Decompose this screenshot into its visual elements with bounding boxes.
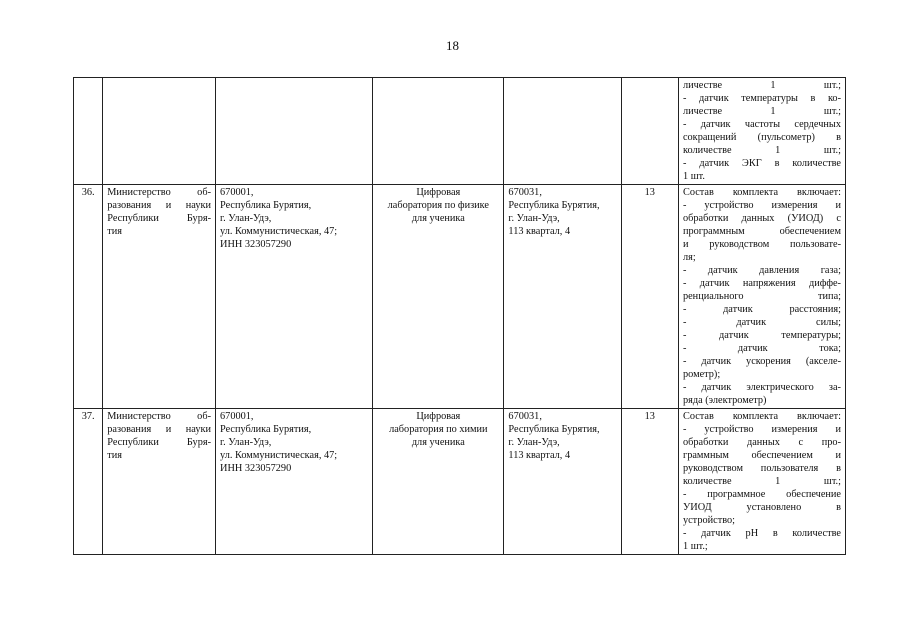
text-line: лаборатория по физике <box>387 200 489 211</box>
text-line: 1 шт. <box>682 171 705 182</box>
text-line: и руководством пользовате- <box>682 239 841 250</box>
text-line: разования и науки <box>107 424 212 435</box>
item-name-cell <box>373 185 504 409</box>
text-line: 670031, <box>508 187 542 198</box>
row-number <box>74 78 103 185</box>
text-line: 113 квартал, 4 <box>508 226 571 237</box>
quantity-cell <box>621 78 678 185</box>
item-name-cell <box>373 409 504 555</box>
text-line: УИОД установлено в <box>682 502 841 513</box>
text-line: - датчик pH в количестве <box>682 528 841 539</box>
equipment-table <box>73 77 846 555</box>
composition-cell <box>678 409 845 555</box>
address-cell <box>216 185 373 409</box>
text-line: - датчик частоты сердечных <box>682 119 841 130</box>
table-row <box>74 409 846 555</box>
text-line: - датчик тока; <box>682 343 841 354</box>
address-cell <box>216 78 373 185</box>
text-line: Республики Буря- <box>107 437 212 448</box>
location-cell <box>504 185 621 409</box>
text-line: Состав комплекта включает: <box>682 411 841 422</box>
text-line: Республика Бурятия, <box>508 424 600 435</box>
text-line: ул. Коммунистическая, 47; <box>220 226 338 237</box>
text-line: ИНН 323057290 <box>220 239 292 250</box>
text-line: тия <box>107 226 123 237</box>
row-number: 37. <box>74 409 103 555</box>
text-line: обработки данных (УИОД) с <box>682 213 841 224</box>
composition-cell <box>678 78 845 185</box>
page-number: 18 <box>446 38 459 53</box>
text-line: - устройство измерения и <box>682 200 841 211</box>
text-line: руководством пользователя в <box>682 463 841 474</box>
text-line: 670001, <box>220 411 254 422</box>
text-line: ренциального типа; <box>682 291 841 302</box>
text-line: ля; <box>682 252 696 263</box>
text-line: личестве 1 шт.; <box>682 106 841 117</box>
text-line: для ученика <box>411 213 465 224</box>
text-line: устройство; <box>682 515 735 526</box>
text-line: г. Улан-Удэ, <box>508 213 560 224</box>
text-line: разования и науки <box>107 200 212 211</box>
text-line: лаборатория по химии <box>389 424 488 435</box>
text-line: - датчик температуры в ко- <box>682 93 841 104</box>
text-line: рометр); <box>682 369 721 380</box>
text-line: количестве 1 шт.; <box>682 476 841 487</box>
text-line: Республика Бурятия, <box>220 200 312 211</box>
text-line: г. Улан-Удэ, <box>220 213 272 224</box>
text-line: 113 квартал, 4 <box>508 450 571 461</box>
text-line: Республика Бурятия, <box>508 200 600 211</box>
text-line: Цифровая <box>416 411 461 422</box>
table-row <box>74 185 846 409</box>
text-line: личестве 1 шт.; <box>682 80 841 91</box>
text-line: ИНН 323057290 <box>220 463 292 474</box>
text-line: 670031, <box>508 411 542 422</box>
text-line: Республики Буря- <box>107 213 212 224</box>
text-line: г. Улан-Удэ, <box>220 437 272 448</box>
quantity-cell: 13 <box>621 409 678 555</box>
organization-cell <box>103 78 216 185</box>
organization-cell <box>103 409 216 555</box>
text-line: 670001, <box>220 187 254 198</box>
text-line: - датчик силы; <box>682 317 841 328</box>
text-line: для ученика <box>411 437 465 448</box>
text-line: сокращений (пульсометр) в <box>682 132 841 143</box>
table-row <box>74 78 846 185</box>
text-line: - датчик температуры; <box>682 330 841 341</box>
text-line: - датчик электрического за- <box>682 382 841 393</box>
text-line: 1 шт.; <box>682 541 708 552</box>
text-line: Министерство об- <box>107 187 212 198</box>
text-line: - датчик давления газа; <box>682 265 841 276</box>
text-line: - датчик ЭКГ в количестве <box>682 158 841 169</box>
text-line: г. Улан-Удэ, <box>508 437 560 448</box>
quantity-cell: 13 <box>621 185 678 409</box>
location-cell <box>504 78 621 185</box>
text-line: граммным обеспечением и <box>682 450 841 461</box>
item-name-cell <box>373 78 504 185</box>
text-line: Состав комплекта включает: <box>682 187 841 198</box>
text-line: - датчик расстояния; <box>682 304 841 315</box>
row-number: 36. <box>74 185 103 409</box>
text-line: - датчик напряжения диффе- <box>682 278 841 289</box>
text-line: - устройство измерения и <box>682 424 841 435</box>
location-cell <box>504 409 621 555</box>
composition-cell <box>678 185 845 409</box>
organization-cell <box>103 185 216 409</box>
text-line: тия <box>107 450 123 461</box>
text-line: программным обеспечением <box>682 226 841 237</box>
text-line: ул. Коммунистическая, 47; <box>220 450 338 461</box>
text-line: - датчик ускорения (акселе- <box>682 356 841 367</box>
text-line: Цифровая <box>416 187 461 198</box>
text-line: обработки данных с про- <box>682 437 841 448</box>
address-cell <box>216 409 373 555</box>
text-line: - программное обеспечение <box>682 489 841 500</box>
text-line: Министерство об- <box>107 411 212 422</box>
text-line: ряда (электрометр) <box>682 395 767 406</box>
text-line: Республика Бурятия, <box>220 424 312 435</box>
text-line: количестве 1 шт.; <box>682 145 841 156</box>
